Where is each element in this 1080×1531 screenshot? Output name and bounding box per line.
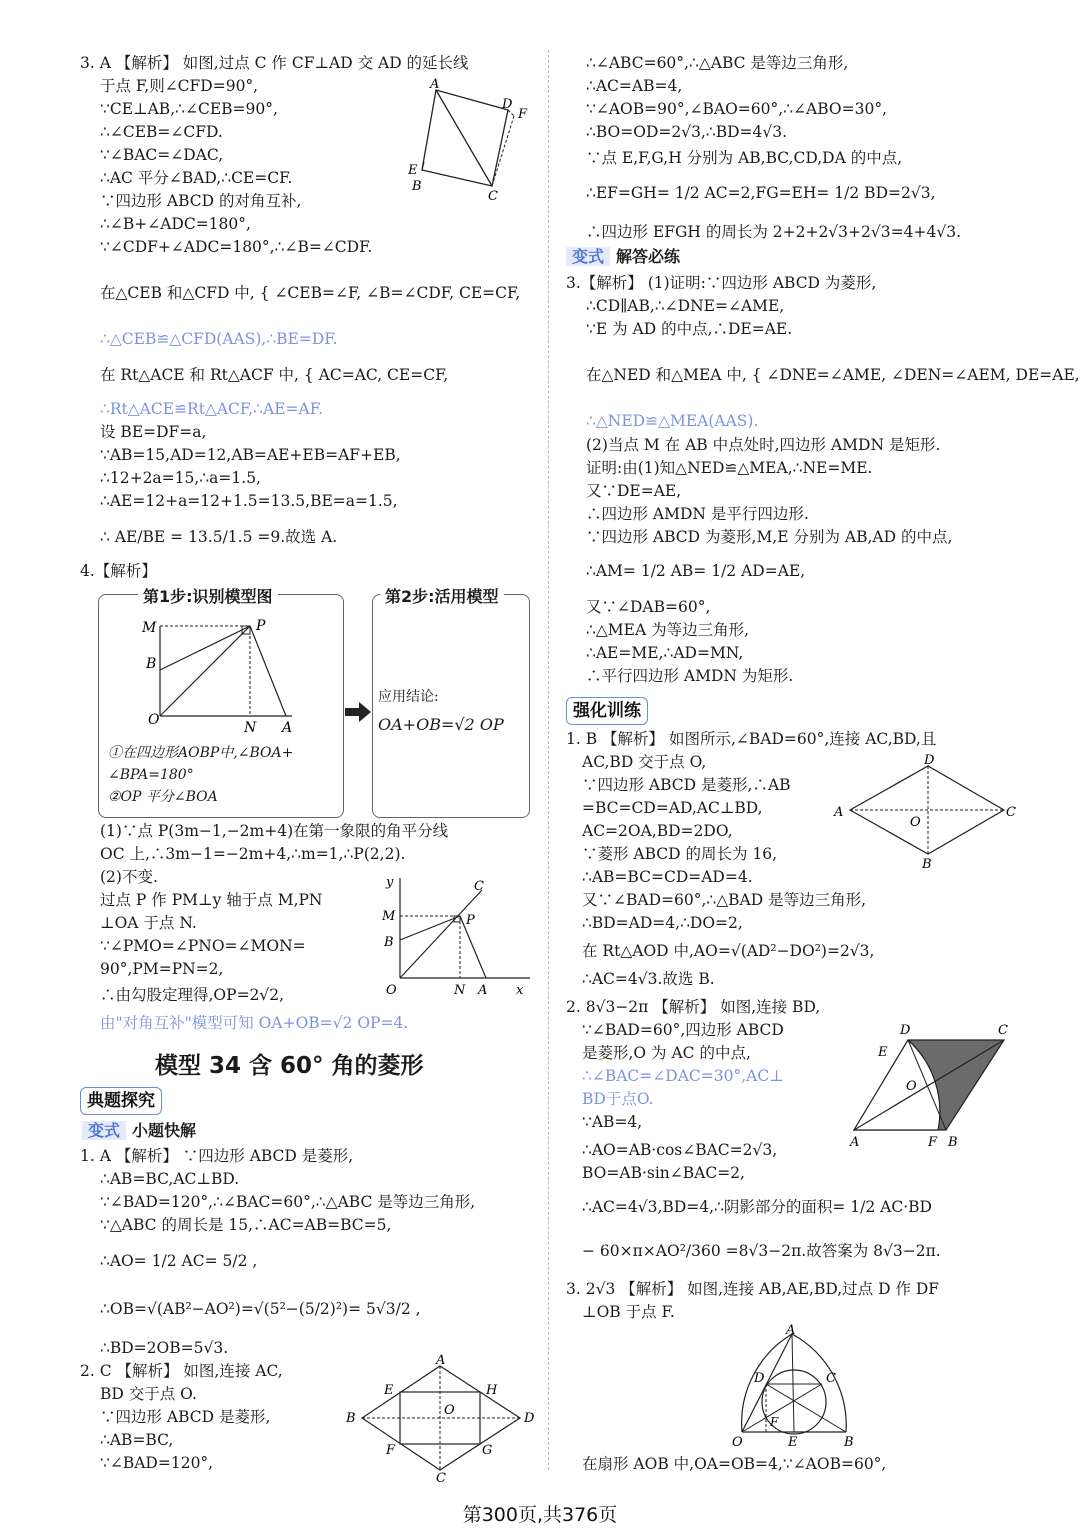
svg-text:C: C [436, 1471, 446, 1484]
variant-heading [82, 1120, 196, 1142]
text-line: ∵∠CDF+∠ADC=180°,∴∠B=∠CDF. [100, 238, 373, 256]
text-line: ∴平行四边形 AMDN 为矩形. [586, 667, 794, 685]
text-line: ∴∠ABC=60°,∴△ABC 是等边三角形, [586, 54, 849, 72]
text-line: ∴Rt△ACE≌Rt△ACF,∴AE=AF. [100, 400, 323, 418]
text-line: 在扇形 AOB 中,OA=OB=4,∵∠AOB=60°, [582, 1455, 887, 1473]
text-line: ∵四边形 ABCD 是菱形, [100, 1408, 271, 1426]
text-line: 2. C 【解析】 如图,连接 AC, [80, 1362, 283, 1380]
text-line: 又∵∠BAD=60°,∴△BAD 是等边三角形, [582, 891, 867, 909]
arrow-right-icon [343, 700, 373, 724]
svg-text:N: N [244, 720, 257, 736]
svg-text:A: A [850, 1135, 860, 1150]
svg-text:B: B [346, 1411, 356, 1426]
svg-text:A: A [282, 720, 293, 736]
text-line: ∴∠CEB=∠CFD. [100, 123, 223, 141]
text-line: ∵菱形 ABCD 的周长为 16, [582, 845, 778, 863]
svg-text:M: M [142, 620, 157, 636]
text-line: AC,BD 交于点 O, [582, 753, 707, 771]
svg-text:F: F [928, 1135, 938, 1150]
text-line: ∴AC=AB=4, [586, 77, 683, 95]
text-line: ∴EF=GH= 1/2 AC=2,FG=EH= 1/2 BD=2√3, [586, 184, 936, 202]
svg-text:A: A [834, 805, 844, 820]
text-line: 在 Rt△ACE 和 Rt△ACF 中, { AC=AC, CE=CF, [100, 366, 449, 384]
text-line: =BC=CD=AD,AC⊥BD, [582, 799, 763, 817]
text-line: ∴AM= 1/2 AB= 1/2 AD=AE, [586, 562, 806, 580]
text-line: ∴由勾股定理得,OP=2√2, [100, 986, 285, 1004]
quadrilateral-figure [400, 76, 540, 206]
svg-text:E: E [384, 1383, 394, 1398]
variant-heading [566, 246, 680, 268]
text-line: ∴AO=AB·cos∠BAC=2√3, [582, 1141, 778, 1159]
text-line: 又∵DE=AE, [586, 482, 682, 500]
text-line: ∵∠BAD=120°,∴∠BAC=60°,∴△ABC 是等边三角形, [100, 1193, 476, 1211]
svg-text:C: C [474, 879, 484, 894]
svg-text:B: B [384, 935, 394, 950]
svg-text:A: A [478, 983, 488, 998]
svg-text:O: O [910, 815, 921, 830]
svg-text:E: E [788, 1435, 798, 1450]
text-line: ∴BD=2OB=5√3. [100, 1339, 229, 1357]
svg-text:C: C [1006, 805, 1016, 820]
text-line: ∵∠BAD=60°,四边形 ABCD [582, 1021, 784, 1039]
text-line: ∵四边形 ABCD 的对角互补, [100, 192, 302, 210]
svg-text:B: B [922, 857, 932, 872]
text-line: ∴AC=4√3,BD=4,∴阴影部分的面积= 1/2 AC·BD [582, 1198, 932, 1216]
text-line: ∴AC 平分∠BAD,∴CE=CF. [100, 169, 293, 187]
shaded-rhombus-figure [848, 1018, 1018, 1152]
text-line: ∴△MEA 为等边三角形, [586, 621, 750, 639]
variant-text: 解答必练 [616, 247, 681, 266]
text-line: ∴ AE/BE = 13.5/1.5 =9.故选 A. [100, 528, 338, 546]
svg-text:D: D [754, 1371, 765, 1386]
text-line: − 60×π×AO²/360 =8√3−2π.故答案为 8√3−2π. [582, 1242, 941, 1260]
rhombus-diagonals-figure [830, 752, 1018, 872]
text-line: ∴AB=BC, [100, 1431, 174, 1449]
svg-text:O: O [732, 1435, 743, 1450]
svg-text:D: D [524, 1411, 535, 1426]
text-line: BO=AB·sin∠BAC=2, [582, 1164, 745, 1182]
text-line: ∴∠BAC=∠DAC=30°,AC⊥ [582, 1067, 784, 1085]
svg-text:M: M [382, 909, 396, 924]
text-line: 在 Rt△AOD 中,AO=√(AD²−DO²)=2√3, [582, 942, 875, 960]
svg-text:B: B [146, 656, 157, 672]
model-title: 模型 34 含 60° 角的菱形 [155, 1053, 424, 1079]
text-line: 在△NED 和△MEA 中, { ∠DNE=∠AME, ∠DEN=∠AEM, DE=AE, [586, 366, 1080, 384]
svg-text:B: B [412, 179, 422, 194]
svg-text:E: E [878, 1045, 888, 1060]
text-line: ∴12+2a=15,∴a=1.5, [100, 469, 261, 487]
text-line: ⊥OB 于点 F. [582, 1303, 675, 1321]
text-line: ∴AO= 1/2 AC= 5/2 , [100, 1252, 258, 1270]
text-line: ∵点 E,F,G,H 分别为 AB,BC,CD,DA 的中点, [586, 149, 903, 167]
text-line: 3. 2√3 【解析】 如图,连接 AB,AE,BD,过点 D 作 DF [566, 1280, 940, 1298]
text-line: ∴AB=BC=CD=AD=4. [582, 868, 753, 886]
svg-text:D: D [900, 1023, 911, 1038]
variant-text: 小题快解 [132, 1121, 197, 1140]
svg-text:B: B [948, 1135, 958, 1150]
variant-tag: 变式 [566, 247, 610, 266]
text-line: 在△CEB 和△CFD 中, { ∠CEB=∠F, ∠B=∠CDF, CE=CF, [100, 284, 521, 302]
text-line: 2. 8√3−2π 【解析】 如图,连接 BD, [566, 998, 821, 1016]
text-line: 90°,PM=PN=2, [100, 960, 224, 978]
text-line: ∵∠BAD=120°, [100, 1454, 214, 1472]
text-line: 3.【解析】 (1)证明:∵四边形 ABCD 为菱形, [566, 274, 877, 292]
text-line: 过点 P 作 PM⊥y 轴于点 M,PN [100, 891, 323, 909]
rhombus-figure [340, 1352, 535, 1484]
text-line: ∵E 为 AD 的中点,∴DE=AE. [586, 320, 793, 338]
svg-text:O: O [148, 712, 160, 728]
svg-text:D: D [924, 753, 935, 768]
coordinate-figure [378, 872, 538, 1000]
step1-note: ①在四边形AOBP中,∠BOA+ [108, 745, 294, 761]
step2-formula: OA+OB=√2 OP [378, 715, 504, 734]
text-line: ∵AB=15,AD=12,AB=AE+EB=AF+EB, [100, 446, 401, 464]
text-line: BD于点O. [582, 1090, 654, 1108]
model-figure [140, 612, 310, 736]
text-line: ∵∠PMO=∠PNO=∠MON= [100, 937, 306, 955]
text-line: 1. A 【解析】 ∵四边形 ABCD 是菱形, [80, 1147, 354, 1165]
variant-tag: 变式 [82, 1121, 126, 1140]
svg-text:E: E [408, 163, 418, 178]
text-line: 4.【解析】 [80, 562, 157, 580]
text-line: BD 交于点 O. [100, 1385, 197, 1403]
text-line: ∵△ABC 的周长是 15,∴AC=AB=BC=5, [100, 1216, 392, 1234]
svg-text:A: A [430, 77, 440, 92]
text-line: ∵AB=4, [582, 1113, 643, 1131]
svg-text:O: O [386, 983, 397, 998]
step1-note: ∠BPA=180° [108, 767, 194, 783]
text-line: ∵∠AOB=90°,∠BAO=60°,∴∠ABO=30°, [586, 100, 888, 118]
text-line: 由"对角互补"模型可知 OA+OB=√2 OP=4. [100, 1014, 409, 1032]
sector-figure [730, 1322, 870, 1452]
svg-text:H: H [486, 1383, 498, 1398]
text-line: ∵CE⊥AB,∴∠CEB=90°, [100, 100, 278, 118]
svg-text:A: A [786, 1323, 796, 1338]
text-line: ∴BO=OD=2√3,∴BD=4√3. [586, 123, 788, 141]
text-line: (2)当点 M 在 AB 中点处时,四边形 AMDN 是矩形. [586, 436, 941, 454]
svg-text:A: A [436, 1353, 446, 1368]
svg-text:O: O [906, 1079, 917, 1094]
text-line: ∴∠B+∠ADC=180°, [100, 215, 251, 233]
svg-text:O: O [444, 1403, 455, 1418]
text-line: ∴△CEB≌△CFD(AAS),∴BE=DF. [100, 330, 338, 348]
text-line: ∴CD∥AB,∴∠DNE=∠AME, [586, 297, 785, 315]
text-line: 3. A 【解析】 如图,过点 C 作 CF⊥AD 交 AD 的延长线 [80, 54, 469, 72]
svg-text:F: F [386, 1443, 396, 1458]
svg-text:C: C [998, 1023, 1008, 1038]
text-line: ∴AB=BC,AC⊥BD. [100, 1170, 240, 1188]
svg-text:C: C [826, 1371, 836, 1386]
svg-text:P: P [466, 913, 475, 928]
text-line: (2)不变. [100, 868, 158, 886]
svg-text:F: F [518, 107, 528, 122]
text-line: 又∵∠DAB=60°, [586, 598, 711, 616]
text-line: ∴AC=4√3.故选 B. [582, 970, 715, 988]
text-line: 证明:由(1)知△NED≌△MEA,∴NE=ME. [586, 459, 873, 477]
text-line: ∴AE=12+a=12+1.5=13.5,BE=a=1.5, [100, 492, 398, 510]
section-tag: 强化训练 [566, 697, 648, 725]
text-line: 1. B 【解析】 如图所示,∠BAD=60°,连接 AC,BD,且 [566, 730, 937, 748]
text-line: 设 BE=DF=a, [100, 423, 207, 441]
step2-label: 应用结论: [378, 689, 439, 705]
svg-text:y: y [386, 875, 394, 890]
svg-text:F: F [770, 1415, 779, 1429]
svg-text:N: N [454, 983, 466, 998]
svg-text:B: B [844, 1435, 854, 1450]
step1-title: 第1步:识别模型图 [138, 584, 278, 607]
step2-title: 第2步:活用模型 [380, 584, 504, 607]
text-line: ∵∠BAC=∠DAC, [100, 146, 224, 164]
svg-text:x: x [516, 983, 524, 998]
text-line: (1)∵点 P(3m−1,−2m+4)在第一象限的角平分线 [100, 822, 449, 840]
text-line: AC=2OA,BD=2DO, [582, 822, 733, 840]
text-line: ∵四边形 ABCD 是菱形,∴AB [582, 776, 791, 794]
text-line: 于点 F,则∠CFD=90°, [100, 77, 259, 95]
text-line: ∴△NED≌△MEA(AAS). [586, 412, 759, 430]
text-line: ∴四边形 EFGH 的周长为 2+2+2√3+2√3=4+4√3. [586, 223, 961, 241]
text-line: ∴四边形 AMDN 是平行四边形. [586, 505, 809, 523]
page-footer: 第300页,共376页 [462, 1504, 618, 1526]
text-line: ∴AE=ME,∴AD=MN, [586, 644, 744, 662]
text-line: ∴BD=AD=4,∴DO=2, [582, 914, 743, 932]
svg-text:D: D [502, 97, 513, 112]
text-line: OC 上,∴3m−1=−2m+4,∴m=1,∴P(2,2). [100, 845, 406, 863]
column-divider [548, 50, 549, 1470]
svg-text:G: G [482, 1443, 493, 1458]
step1-note: ②OP 平分∠BOA [108, 789, 218, 805]
text-line: ⊥OA 于点 N. [100, 914, 197, 932]
section-tag: 典题探究 [80, 1087, 162, 1115]
text-line: ∴OB=√(AB²−AO²)=√(5²−(5/2)²)= 5√3/2 , [100, 1300, 421, 1318]
text-line: ∵四边形 ABCD 为菱形,M,E 分别为 AB,AD 的中点, [586, 528, 953, 546]
svg-text:C: C [488, 189, 498, 204]
text-line: 是菱形,O 为 AC 的中点, [582, 1044, 751, 1062]
svg-text:P: P [256, 618, 266, 634]
